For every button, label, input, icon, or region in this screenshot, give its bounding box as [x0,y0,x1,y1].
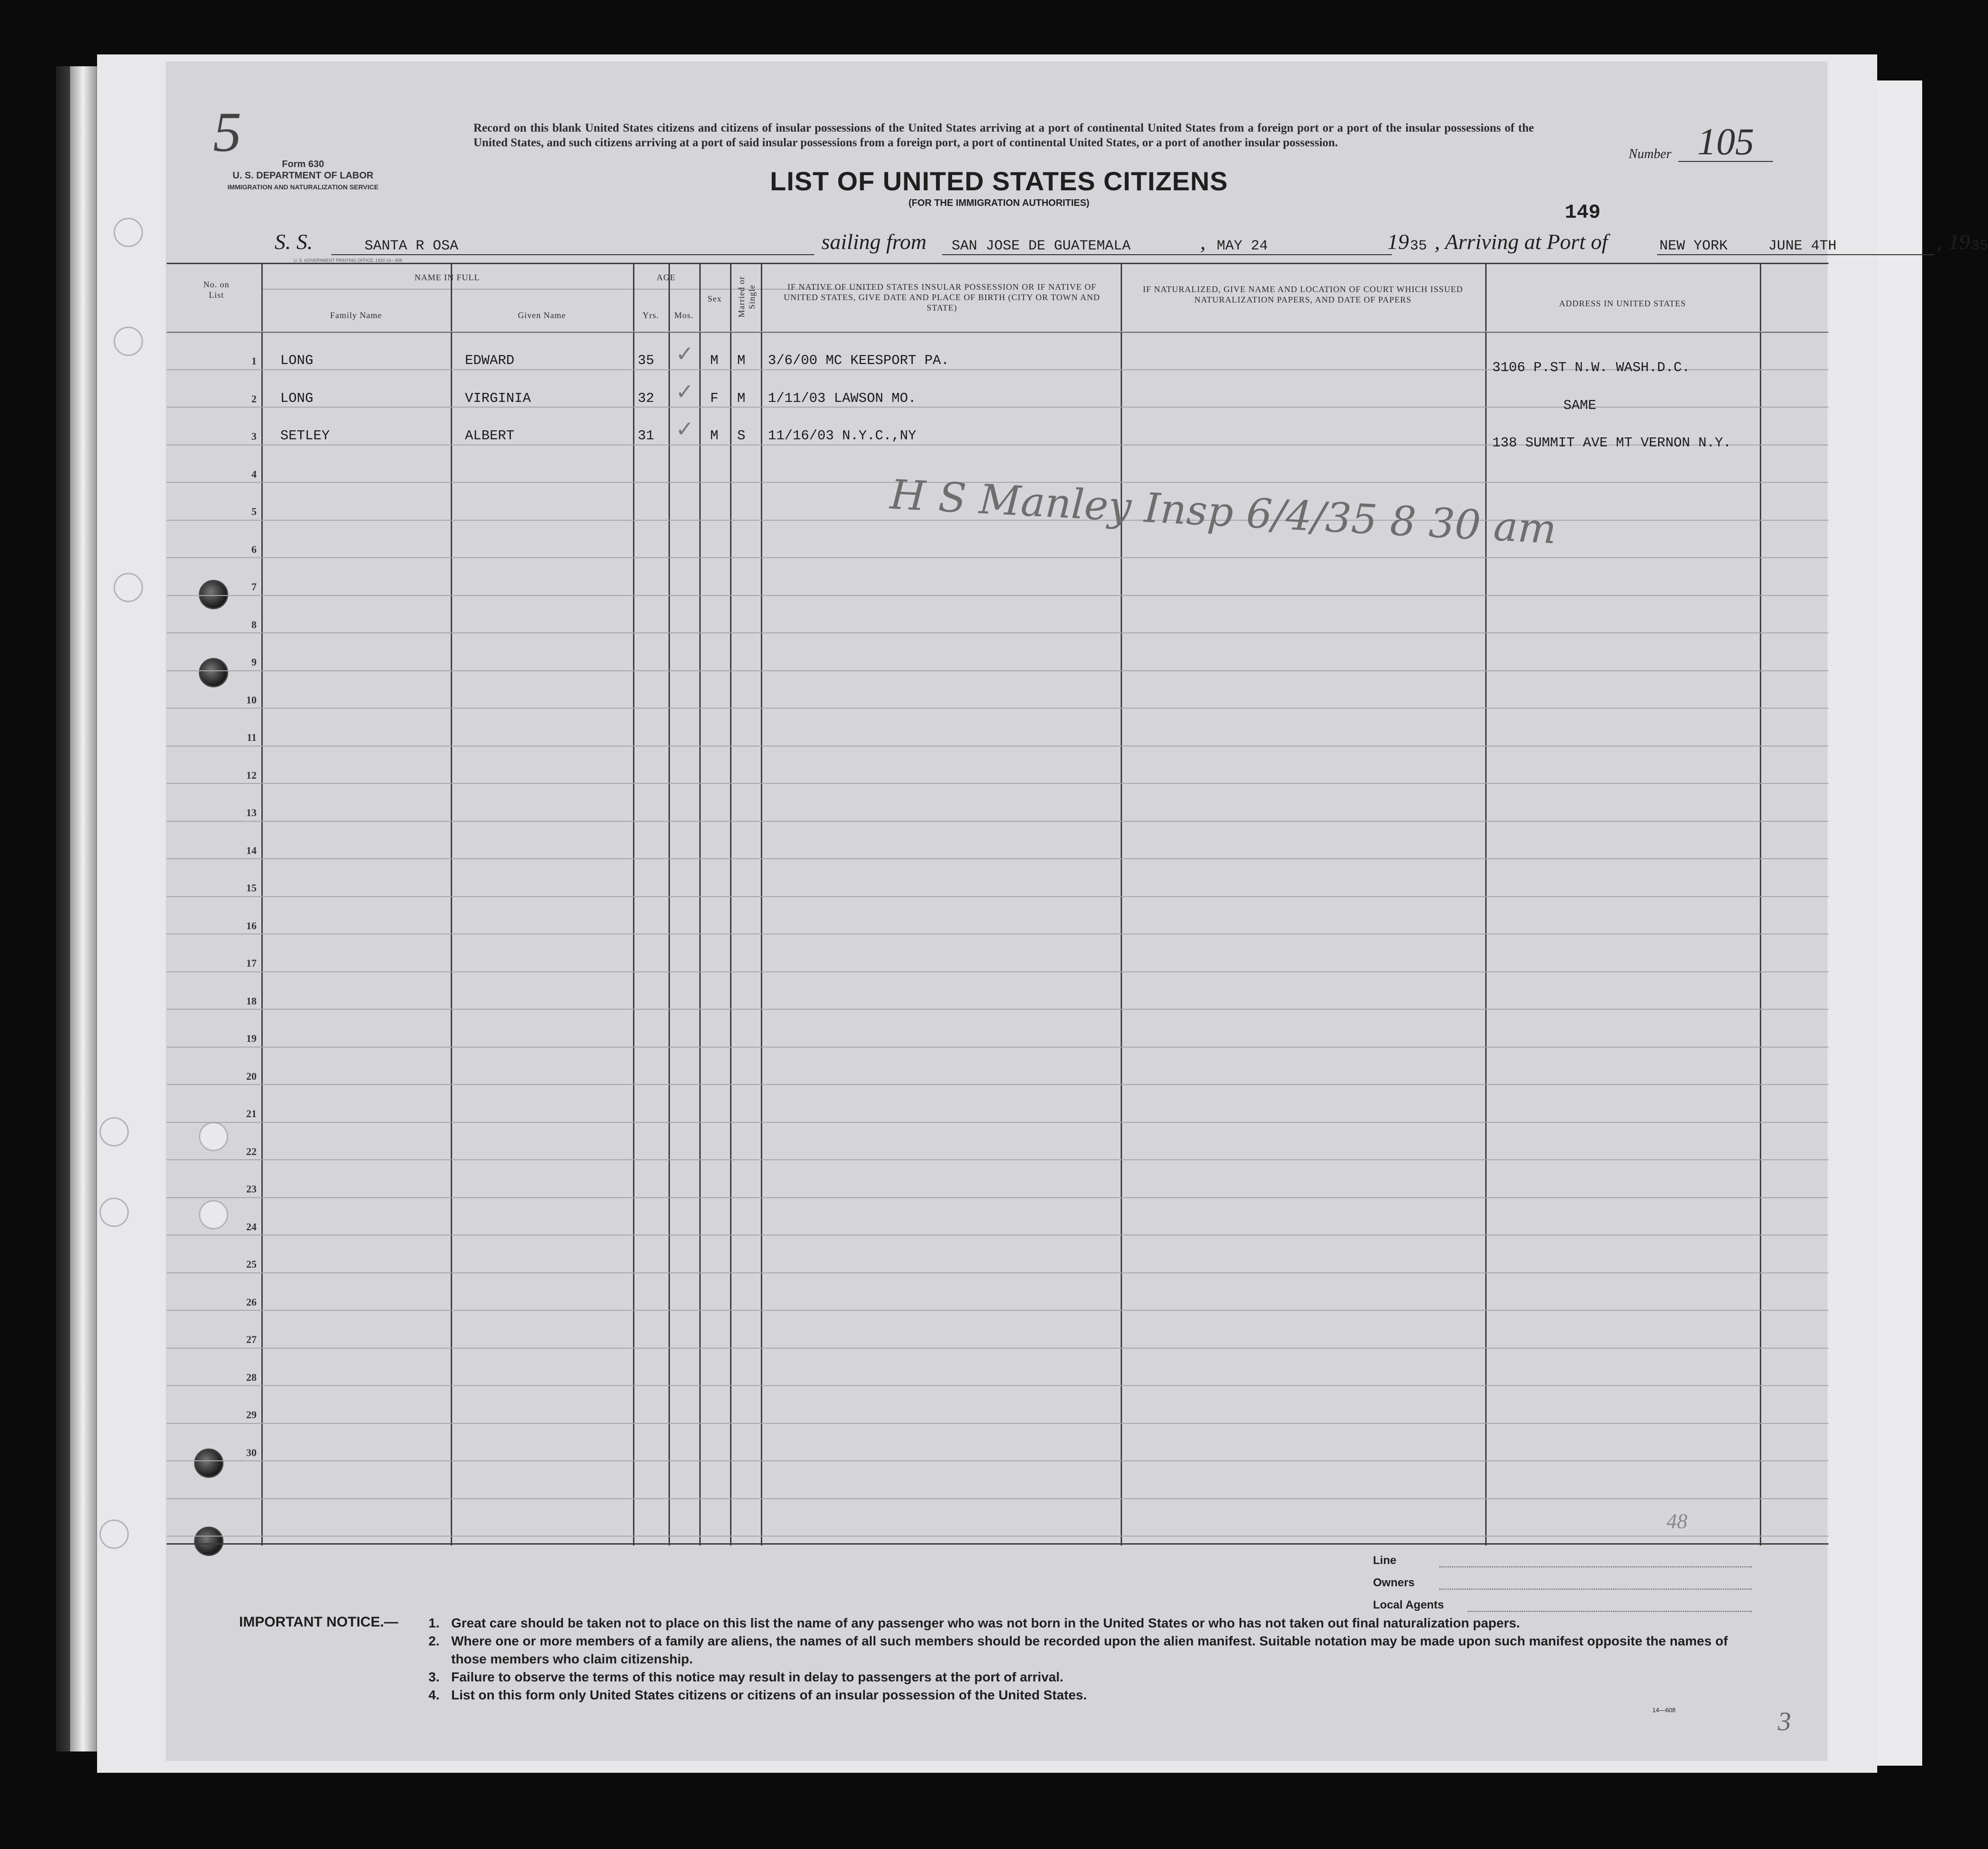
stamp-number: 149 [1565,201,1601,224]
row-rule [167,896,1828,897]
col-header-no: No. on List [203,280,230,300]
ship-underline [331,254,814,255]
punch-hole [114,573,143,602]
marital-cell: S [737,428,746,444]
col-divider [451,263,452,1546]
col-divider [1485,263,1487,1546]
notice-item: 1. Great care should be taken not to place on this list the name of any passenger who was not born in the United States or who has not taken out final naturalization papers. [428,1616,1520,1630]
row-rule [167,1460,1828,1461]
depart-date: MAY 24 [1217,238,1268,254]
row-rule [167,1423,1828,1424]
row-number: 28 [246,1371,257,1383]
arrival-underline [1657,254,1934,255]
row-rule [167,1498,1828,1499]
row-number: 26 [246,1296,257,1308]
sex-cell: M [710,428,719,444]
row-number: 16 [246,919,257,932]
col-header-birth: IF NATIVE OF UNITED STATES INSULAR POSSESSION OR IF NATIVE OF UNITED STATES, GIVE DATE AND PLACE OF BIRTH (CITY OR TOWN AND STATE) [784,282,1100,312]
notice-list [428,1614,1754,1704]
ship-name: SANTA R OSA [365,238,459,254]
binder-strip [70,66,96,1751]
form-identifier [213,159,393,193]
row-number: 17 [246,957,257,969]
from-underline [942,254,1392,255]
address-cell: 3106 P.ST N.W. WASH.D.C. [1492,360,1690,375]
row-rule [167,595,1828,596]
footer-fields [1373,1550,1752,1617]
punch-hole [99,1117,129,1147]
number-value: 105 [1678,123,1773,162]
punch-hole [114,218,143,247]
notice-item: 2. Where one or more members of a family are aliens, the names of all such members should be recorded upon the alien manifest. Suitable notation may be made upon such manifest opposite the names of those members who claim citizenship. [428,1634,1728,1666]
arrival-year-prefix: 19 [1948,230,1970,254]
row-rule [167,1084,1828,1085]
notice-item: 3. Failure to observe the terms of this notice may result in delay to passengers at the port of arrival. [428,1670,1064,1684]
department-name: U. S. DEPARTMENT OF LABOR [232,170,374,181]
row-rule [167,746,1828,747]
row-rule [167,1159,1828,1160]
marital-cell: M [737,390,746,406]
intro-text: Record on this blank United States citizens and citizens of insular possessions of the United States arriving at a port of continental United States from a foreign port or a port of the insular possessions of the United States, and such citizens arriving at a port of said insular possessions from a foreign port, a port of continental United States, or a port of another insular possession. [473,122,1534,149]
row-number: 8 [251,618,257,631]
col-header-marital: Married or Single [737,276,757,318]
line-label: Line [1373,1554,1397,1567]
col-header-family: Family Name [330,311,382,320]
row-number: 22 [246,1145,257,1157]
row-rule [167,1122,1828,1123]
row-rule [167,1235,1828,1236]
row-rule [167,1310,1828,1311]
col-header-name: NAME IN FULL [414,273,480,282]
family-name-cell: LONG [280,390,313,406]
row-number: 2 [251,392,257,405]
row-number: 30 [246,1446,257,1458]
given-name-cell: ALBERT [465,428,515,444]
birth-cell: 1/11/03 LAWSON MO. [768,390,917,406]
col-divider [1760,263,1761,1546]
address-cell: SAME [1563,397,1596,413]
given-name-cell: EDWARD [465,353,515,368]
row-number: 24 [246,1220,257,1233]
col-divider [761,263,762,1546]
row-rule [167,632,1828,633]
arrival-date: JUNE 4TH [1768,238,1837,254]
number-label: Number [1629,147,1672,161]
given-name-cell: VIRGINIA [465,390,531,406]
row-rule [167,1197,1828,1198]
col-divider [1121,263,1122,1546]
row-rule [167,331,1828,332]
row-number: 18 [246,995,257,1007]
col-divider [699,263,701,1546]
row-number: 10 [246,693,257,706]
row-number: 1 [251,355,257,367]
row-number: 3 [251,430,257,442]
row-rule [167,557,1828,558]
row-number: 6 [251,543,257,555]
col-divider [633,263,634,1546]
row-number: 27 [246,1333,257,1345]
family-name-cell: SETLEY [280,428,330,444]
row-number: 23 [246,1183,257,1195]
sex-cell: F [710,390,719,406]
sailing-label: sailing from [821,230,927,254]
col-divider [669,263,670,1546]
age-yrs-cell: 31 [638,428,654,444]
row-rule [167,783,1828,784]
row-number: 25 [246,1258,257,1270]
age-yrs-cell: 35 [638,353,654,368]
owners-field [1373,1573,1752,1595]
col-header-naturalized: IF NATURALIZED, GIVE NAME AND LOCATION OF COURT WHICH ISSUED NATURALIZATION PAPERS, AND DATE OF PAPERS [1142,284,1463,304]
form-number: Form 630 [282,159,324,169]
line-field [1373,1550,1752,1573]
service-name: IMMIGRATION AND NATURALIZATION SERVICE [227,183,379,191]
check-mark: ✓ [676,416,694,442]
row-rule [167,670,1828,671]
col-header-sex: Sex [707,294,722,303]
side-mark: 3 [1778,1707,1791,1736]
from-port: SAN JOSE DE GUATEMALA [952,238,1131,254]
row-number: 4 [251,468,257,480]
family-name-cell: LONG [280,353,313,368]
col-header-yrs: Yrs. [642,311,659,320]
row-number: 5 [251,506,257,517]
row-number: 19 [246,1032,257,1044]
col-divider [261,263,263,1546]
page-subtitle: (FOR THE IMMIGRATION AUTHORITIES) [908,198,1090,208]
arriving-label: , Arriving at Port of [1435,230,1608,254]
row-rule [167,821,1828,822]
row-number: 9 [251,656,257,668]
age-yrs-cell: 32 [638,390,654,406]
row-number: 29 [246,1409,257,1421]
row-number: 11 [247,731,257,743]
row-rule [167,1047,1828,1048]
list-number [1629,121,1775,163]
col-header-given: Given Name [517,311,566,320]
address-cell: 138 SUMMIT AVE MT VERNON N.Y. [1492,435,1731,451]
row-rule [167,1272,1828,1273]
check-mark: ✓ [676,341,694,366]
page-title: LIST OF UNITED STATES CITIZENS [770,166,1228,196]
row-rule [167,933,1828,934]
punch-hole [99,1198,129,1227]
form-code: 14—608 [1652,1707,1676,1714]
birth-cell: 11/16/03 N.Y.C.,NY [768,428,917,444]
col-header-mos: Mos. [674,311,694,320]
page-note: 5 [213,100,241,163]
notice-title: IMPORTANT NOTICE.— [239,1614,399,1630]
table-top-rule [167,263,1828,264]
notice-item: 4. List on this form only United States citizens or citizens of an insular possession of the United States. [428,1688,1087,1702]
col-header-age: AGE [657,273,676,282]
pencil-mark: 48 [1667,1510,1687,1533]
row-number: 21 [246,1108,257,1120]
voyage-line: S. S. SANTA R OSA sailing from SAN JOSE DE GUATEMALA , MAY 24 19 35 , Arriving at Port of NEW YORK JUNE 4TH , 19 35 [275,230,1988,254]
row-number: 15 [246,882,257,894]
passenger-table [167,263,1828,1546]
agents-label: Local Agents [1373,1599,1444,1611]
punch-hole [114,327,143,356]
row-number: 12 [246,769,257,781]
row-rule [167,1536,1828,1537]
row-rule [167,1009,1828,1010]
row-rule [167,708,1828,709]
row-number: 7 [251,581,257,593]
sex-cell: M [710,353,719,368]
punch-hole [99,1520,129,1549]
depart-year-prefix: 19 [1387,230,1409,254]
marital-cell: M [737,353,746,368]
row-rule [167,971,1828,972]
col-divider [730,263,731,1546]
col-header-address: ADDRESS IN UNITED STATES [1559,299,1686,308]
row-number: 14 [246,844,257,856]
agents-field [1373,1595,1752,1617]
row-rule [167,858,1828,859]
row-number: 20 [246,1070,257,1082]
birth-cell: 3/6/00 MC KEESPORT PA. [768,353,949,368]
row-rule [167,1348,1828,1349]
arrival-year: 35 [1971,238,1988,254]
printer-note: U. S. GOVERNMENT PRINTING OFFICE: 1933 14—908 [294,258,402,263]
owners-label: Owners [1373,1576,1415,1589]
arrival-port: NEW YORK [1659,238,1728,254]
inspector-signature: H S Manley Insp 6/4/35 8 30 am [889,471,1558,553]
ss-label: S. S. [275,230,313,254]
check-mark: ✓ [676,378,694,404]
depart-year: 35 [1410,238,1427,254]
row-number: 13 [246,807,257,818]
row-rule [167,1385,1828,1386]
table-bottom-rule [167,1543,1828,1545]
